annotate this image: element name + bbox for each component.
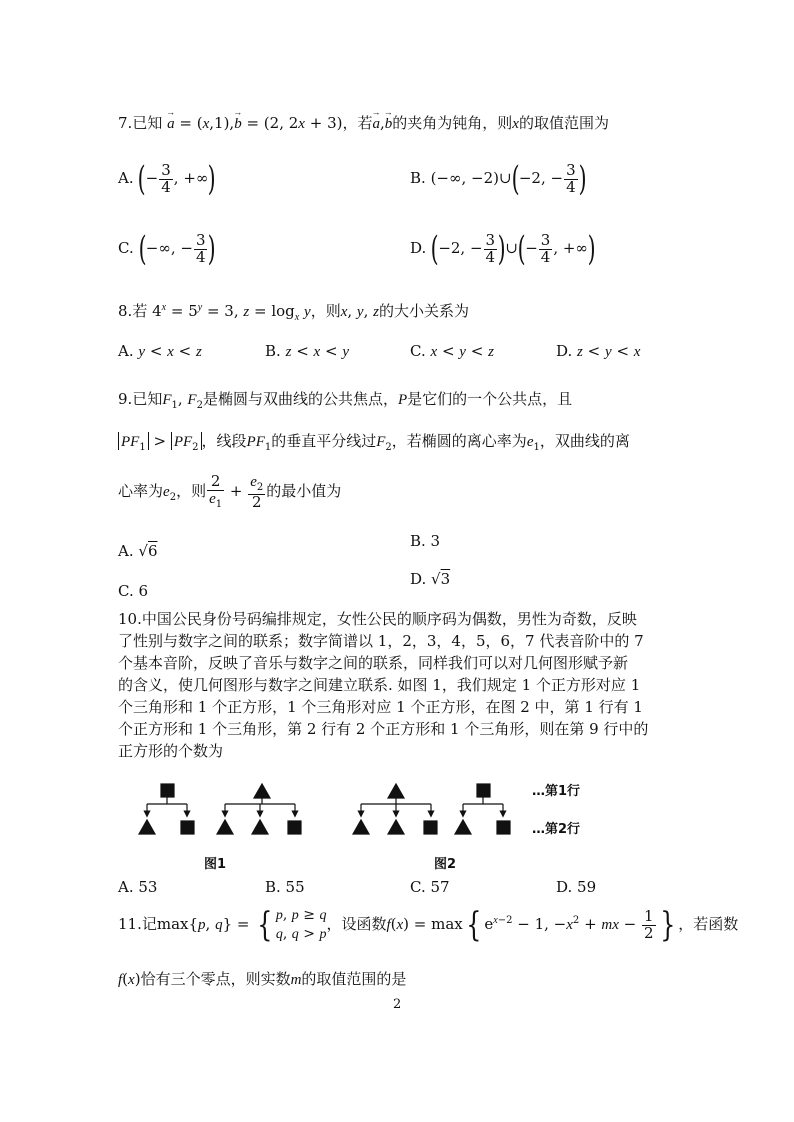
q10-option-a: A. 53 [118,878,158,896]
row-2-label: …第2行 [532,822,581,837]
row-1-label: …第1行 [532,784,581,799]
triangle-shape [353,820,369,834]
fig2-caption: 图2 [434,857,457,872]
q9-line-2: $PF_1 > PF_2$ ，线段$PF_1$的垂直平分线过$F_2$，若椭圆的离心率为$e_1$，双曲线的离 [118,430,630,453]
q10-stem: 10.中国公民身份号码编排规定，女性公民的顺序码为偶数，男性为奇数，反映 了性别与数字之间的联系；数字简谱以 1，2，3，4，5，6，7 代表音阶中的 7 个基本音阶，反映了音乐与数字之间的联系，同样我们可以对几何图形赋予新 的含义，使几何图形与数字之间建立联系. 如图 1，我们规定 1 个正方形对应 1 个三角形和 1 个正方形，1 个三角形对应 1 个正方形，在图 2 中，第 1 行有 1 个正方形和 1 个三角形，第 2 行有 2 个正方形和 1 个三角形，则在第 9 行中的 正方形的个数为 [118,610,649,760]
q9-line-1: 9.已知$F_1$, $F_2$是椭圆与双曲线的公共焦点，P是它们的一个公共点，且 [118,390,573,411]
triangle-shape [254,784,270,798]
square-shape [161,784,174,797]
square-shape [181,821,194,834]
q11-line-2: f(x)恰有三个零点，则实数m的取值范围的是 [118,970,407,988]
square-shape [477,784,490,797]
square-shape [288,821,301,834]
triangle-shape [252,820,268,834]
q9-option-c: C. 6 [118,582,149,600]
q10-option-c: C. 57 [410,878,450,896]
square-shape [497,821,510,834]
square-shape [424,821,437,834]
q9-option-d: D. √3 [410,570,451,588]
q8-stem: 8.若 $4^x = 5^y = 3$, $z = \log_x y$，则x, y, z的大小关系为 [118,302,469,323]
q10-option-d: D. 59 [556,878,597,896]
q11-line-1: 11.记max{p, q} = { p, p ≥ q q, q > p ，设函数f(x) = max{ $e^{x-2} - 1$, $-x^2$ + mx − $\frac{1}{2}$ } ，若函数 [118,905,739,945]
triangle-shape [388,784,404,798]
q9-option-b: B. 3 [410,532,441,550]
q7-option-d: D. (−2, − $\frac{3}{4}$ )∪(− $\frac{3}{4}$ , +∞) [410,229,596,269]
q8-option-a: A. y < x < z [118,342,202,360]
q8-option-c: C. x < y < z [410,342,494,360]
page-number: 2 [393,997,402,1012]
q8-option-d: D. z < y < x [556,342,641,360]
triangle-shape [388,820,404,834]
q8-option-b: B. z < x < y [265,342,349,360]
q10-option-b: B. 55 [265,878,305,896]
triangle-shape [217,820,233,834]
q9-option-a: A. √6 [118,542,158,560]
q9-line-3: 心率为$e_2$，则 $\frac{2}{e_1}$ + $\frac{e_2}{2}$ 的最小值为 [118,472,342,511]
q10-figure [125,778,595,838]
q7-option-a: A. (− $\frac{3}{4}$ , +∞) [118,159,217,199]
fig1-caption: 图1 [204,857,227,872]
triangle-shape [455,820,471,834]
q7-stem: 7.已知 → a = (x,1),→ b = (2, 2x + 3)，若→ a,→ b的夹角为钝角，则x的取值范围为 [118,112,609,133]
q7-option-b: B. (−∞, −2)∪(−2, − $\frac{3}{4}$ ) [410,159,587,199]
q7-option-c: C. (−∞, − $\frac{3}{4}$ ) [118,229,217,269]
triangle-shape [139,820,155,834]
